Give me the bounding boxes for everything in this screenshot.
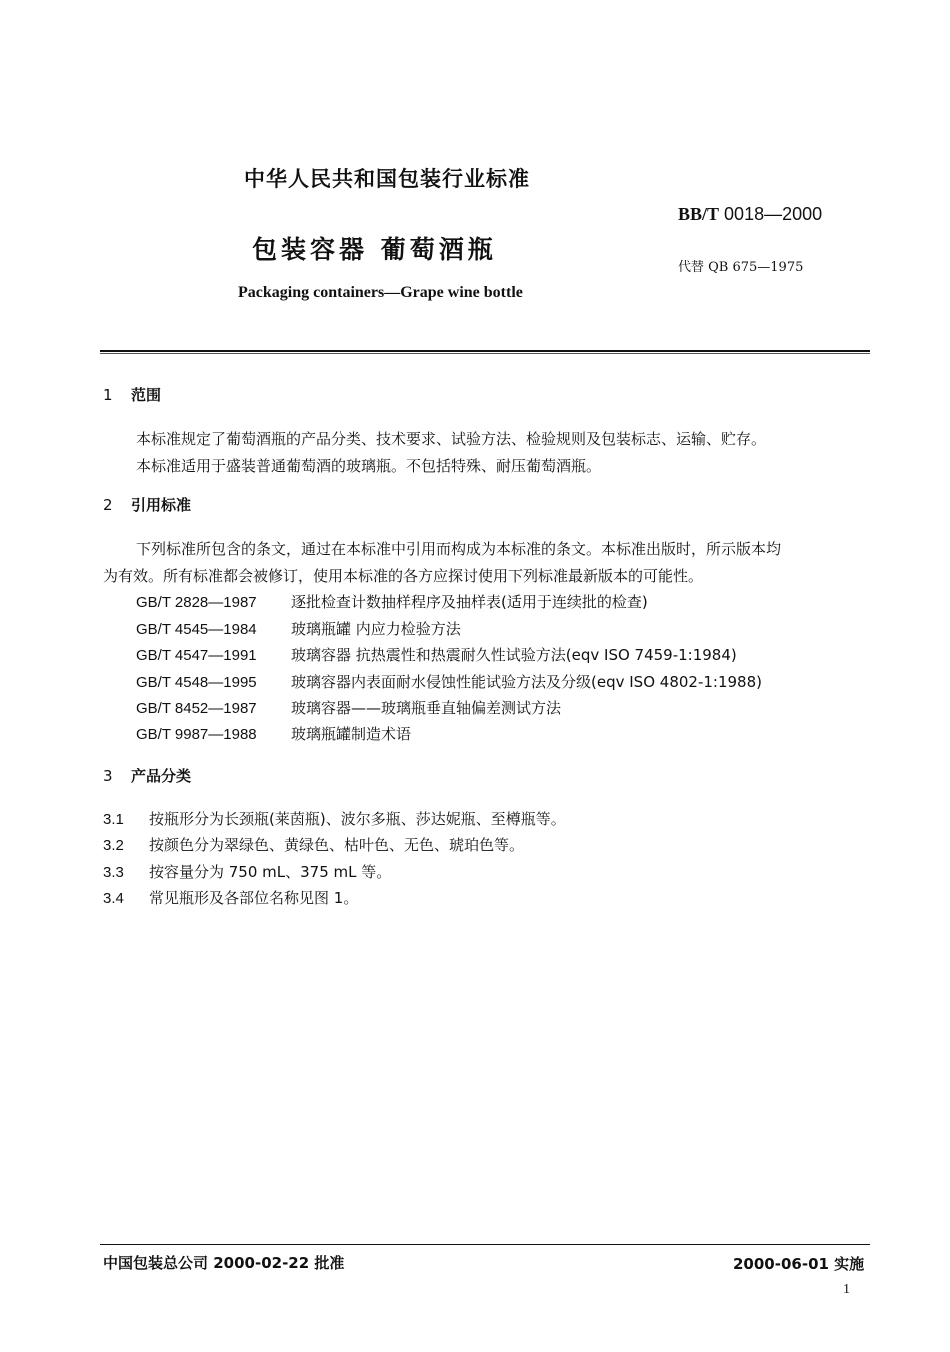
replaces-standard: 代替 QB 675—1975 xyxy=(678,260,804,275)
standard-code-number: 0018—2000 xyxy=(724,204,823,224)
approval-line: 中国包装总公司 2000-02-22 批准 xyxy=(103,1254,345,1272)
reference-code: GB/T 9987—1988 xyxy=(136,726,257,743)
clause-text: 按颜色分为翠绿色、黄绿色、枯叶色、无色、琥珀色等。 xyxy=(149,836,525,854)
clause-number: 3.1 xyxy=(103,811,124,828)
reference-item xyxy=(136,697,561,718)
paragraph: 下列标准所包含的条文，通过在本标准中引用而构成为本标准的条文。本标准出版时，所示版本均 xyxy=(136,540,782,558)
clause-text: 按容量分为 750 mL、375 mL 等。 xyxy=(149,863,392,881)
standard-category: 中华人民共和国包装行业标准 xyxy=(244,167,530,191)
reference-title: 玻璃容器内表面耐水侵蚀性能试验方法及分级(eqv ISO 4802-1:1988) xyxy=(291,673,762,691)
reference-code: GB/T 4545—1984 xyxy=(136,621,257,638)
paragraph: 为有效。所有标准都会被修订，使用本标准的各方应探讨使用下列标准最新版本的可能性。 xyxy=(103,567,704,585)
reference-title: 玻璃容器 抗热震性和热震耐久性试验方法(eqv ISO 7459-1:1984) xyxy=(291,646,737,664)
section-number: 1 xyxy=(103,386,113,404)
implementation-line: 2000-06-01 实施 xyxy=(733,1255,865,1273)
clause-item xyxy=(103,887,358,908)
document-title-cn: 包装容器 葡萄酒瓶 xyxy=(252,235,497,264)
reference-item xyxy=(136,723,411,744)
reference-code: GB/T 4548—1995 xyxy=(136,674,257,691)
reference-item xyxy=(136,671,762,692)
clause-item xyxy=(103,861,391,882)
reference-item xyxy=(136,618,461,639)
clause-item xyxy=(103,834,524,855)
standard-code xyxy=(678,204,822,225)
section-number: 2 xyxy=(103,496,113,514)
paragraph: 本标准规定了葡萄酒瓶的产品分类、技术要求、试验方法、检验规则及包装标志、运输、贮存。 xyxy=(136,430,767,448)
header-divider-thin xyxy=(100,353,870,354)
section-heading-classification xyxy=(103,765,191,786)
section-heading-references xyxy=(103,494,191,515)
paragraph: 本标准适用于盛装普通葡萄酒的玻璃瓶。不包括特殊、耐压葡萄酒瓶。 xyxy=(136,457,602,475)
section-title: 范围 xyxy=(131,386,162,404)
section-number: 3 xyxy=(103,767,113,785)
clause-text: 按瓶形分为长颈瓶(莱茵瓶)、波尔多瓶、莎达妮瓶、至樽瓶等。 xyxy=(149,810,566,828)
reference-code: GB/T 2828—1987 xyxy=(136,594,257,611)
clause-number: 3.3 xyxy=(103,864,124,881)
document-title-en: Packaging containers—Grape wine bottle xyxy=(238,284,523,301)
clause-text: 常见瓶形及各部位名称见图 1。 xyxy=(149,889,359,907)
reference-title: 玻璃瓶罐制造术语 xyxy=(291,725,412,743)
reference-title: 玻璃容器——玻璃瓶垂直轴偏差测试方法 xyxy=(291,699,562,717)
reference-item xyxy=(136,644,737,665)
reference-title: 玻璃瓶罐 内应力检验方法 xyxy=(291,620,461,638)
clause-item xyxy=(103,808,566,829)
standard-code-prefix: BB/T xyxy=(678,204,720,224)
reference-item xyxy=(136,591,648,612)
section-title: 产品分类 xyxy=(131,767,192,785)
section-title: 引用标准 xyxy=(131,496,192,514)
section-heading-scope xyxy=(103,384,161,405)
header-divider xyxy=(100,350,870,352)
reference-title: 逐批检查计数抽样程序及抽样表(适用于连续批的检查) xyxy=(291,593,648,611)
clause-number: 3.4 xyxy=(103,890,124,907)
reference-code: GB/T 4547—1991 xyxy=(136,647,257,664)
reference-code: GB/T 8452—1987 xyxy=(136,700,257,717)
footer-divider xyxy=(100,1244,870,1245)
page-number: 1 xyxy=(843,1282,850,1297)
clause-number: 3.2 xyxy=(103,837,124,854)
